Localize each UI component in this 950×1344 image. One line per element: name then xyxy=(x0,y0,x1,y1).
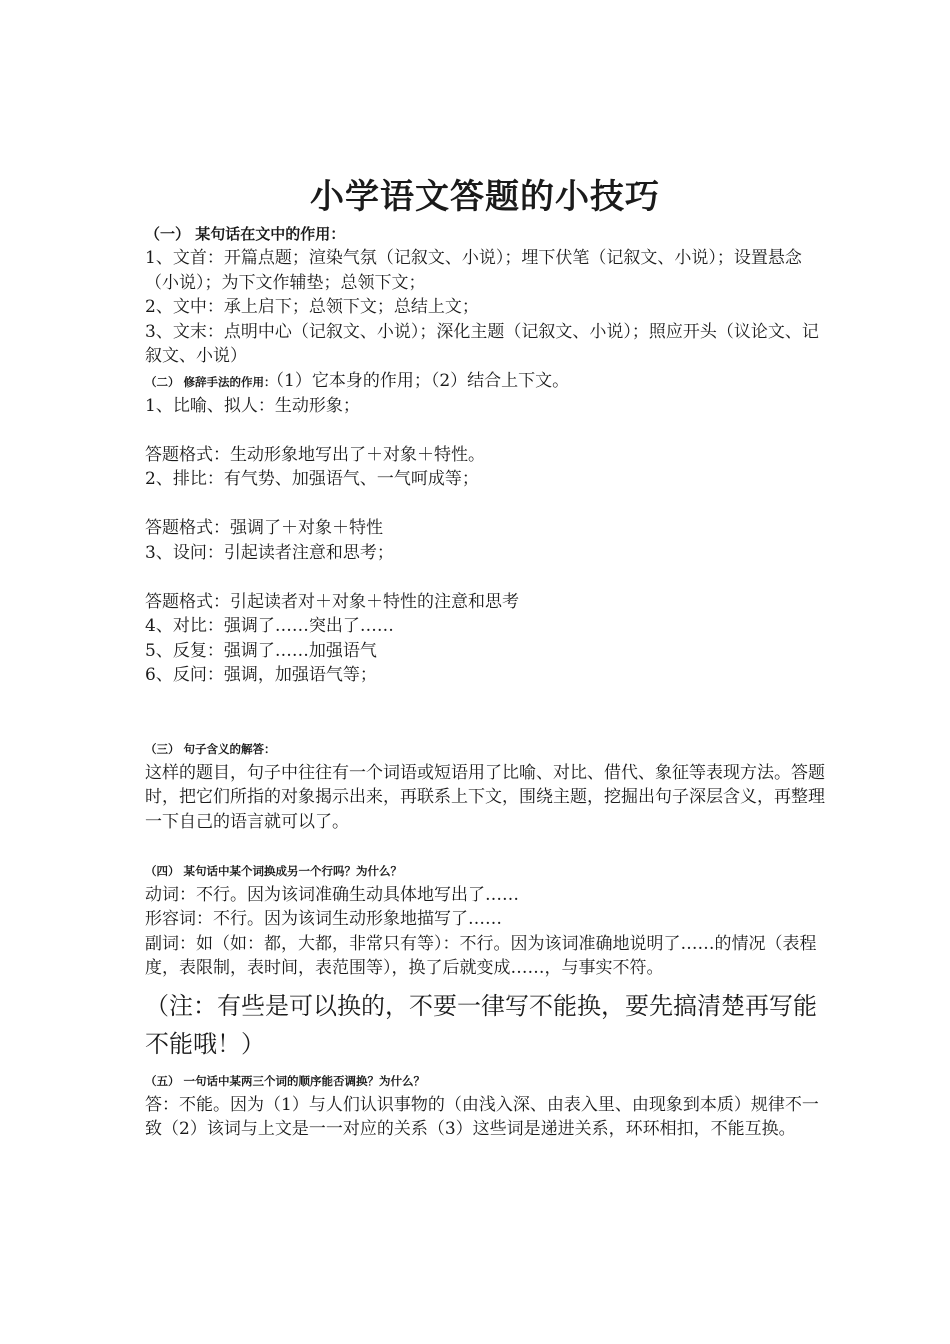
blank-line xyxy=(145,688,825,713)
section-2-line-7: 4、对比：强调了……突出了…… xyxy=(145,616,394,636)
section-3-heading: （三） 句子含义的解答： xyxy=(145,741,276,756)
blank-line xyxy=(145,492,825,517)
section-5-heading: （五） 一句话中某两三个词的顺序能否调换？为什么？ xyxy=(145,1073,426,1088)
page-title: 小学语文答题的小技巧 xyxy=(310,177,660,217)
section-4-note: （注：有些是可以换的，不要一律写不能换，要先搞清楚再写能不能哦！） xyxy=(145,991,817,1058)
section-2-line-8: 5、反复：强调了……加强语气 xyxy=(145,640,377,661)
section-4-line-1: 动词：不行。因为该词准确生动具体地写出了…… xyxy=(145,884,519,905)
section-2-line-9: 6、反问：强调，加强语气等； xyxy=(145,665,377,685)
section-2-heading xyxy=(145,369,825,394)
section-2-heading-tail: （1）它本身的作用；（2）结合上下文。 xyxy=(275,370,570,391)
section-2-line-6: 答题格式：引起读者对＋对象＋特性的注意和思考 xyxy=(145,591,519,612)
section-2-line-2: 答题格式：生动形象地写出了＋对象＋特性。 xyxy=(145,444,485,465)
section-2-line-3: 2、排比：有气势、加强语气、一气呵成等； xyxy=(145,469,479,489)
section-3-paragraph: 这样的题目，句子中往往有一个词语或短语用了比喻、对比、借代、象征等表现方法。答题时，把它们所指的对象揭示出来，再联系上下文，围绕主题，挖掘出句子深层含义，再整理一下自己的语言就可以了。 xyxy=(145,762,825,832)
section-2-line-1: 1、比喻、拟人：生动形象； xyxy=(145,395,360,416)
section-1-paragraph-1: 1、文首：开篇点题；渲染气氛（记叙文、小说）；埋下伏笔（记叙文、小说）；设置悬念（小说）；为下文作辅垫；总领下文； xyxy=(145,248,802,293)
section-2-line-5: 3、设问：引起读者注意和思考； xyxy=(145,542,394,563)
section-1-heading: （一） 某句话在文中的作用： xyxy=(145,225,346,243)
section-1-paragraph-2: 2、文中：承上启下；总领下文；总结上文； xyxy=(145,297,479,317)
section-2-heading-label: （二） 修辞手法的作用： xyxy=(145,374,276,389)
blank-line xyxy=(145,712,825,737)
blank-line xyxy=(145,834,825,859)
section-2-line-4: 答题格式：强调了＋对象＋特性 xyxy=(145,518,383,538)
document-content xyxy=(145,172,825,1142)
section-4-line-2: 形容词：不行。因为该词生动形象地描写了…… xyxy=(145,909,502,929)
blank-line xyxy=(145,565,825,590)
section-4-heading: （四） 某句话中某个词换成另一个行吗？为什么？ xyxy=(145,863,403,878)
section-1-paragraph-3: 3、文末：点明中心（记叙文、小说）；深化主题（记叙文、小说）；照应开头（议论文、记叙文、小说） xyxy=(145,321,819,366)
blank-line xyxy=(145,418,825,443)
section-5-paragraph: 答：不能。因为（1）与人们认识事物的（由浅入深、由表入里、由现象到本质）规律不一致（2）该词与上文是一一对应的关系（3）这些词是递进关系，环环相扣，不能互换。 xyxy=(145,1094,819,1139)
section-4-paragraph-3: 副词：如（如：都，大都，非常只有等）：不行。因为该词准确地说明了……的情况（表程度，表限制，表时间，表范围等），换了后就变成……，与事实不符。 xyxy=(145,933,817,978)
